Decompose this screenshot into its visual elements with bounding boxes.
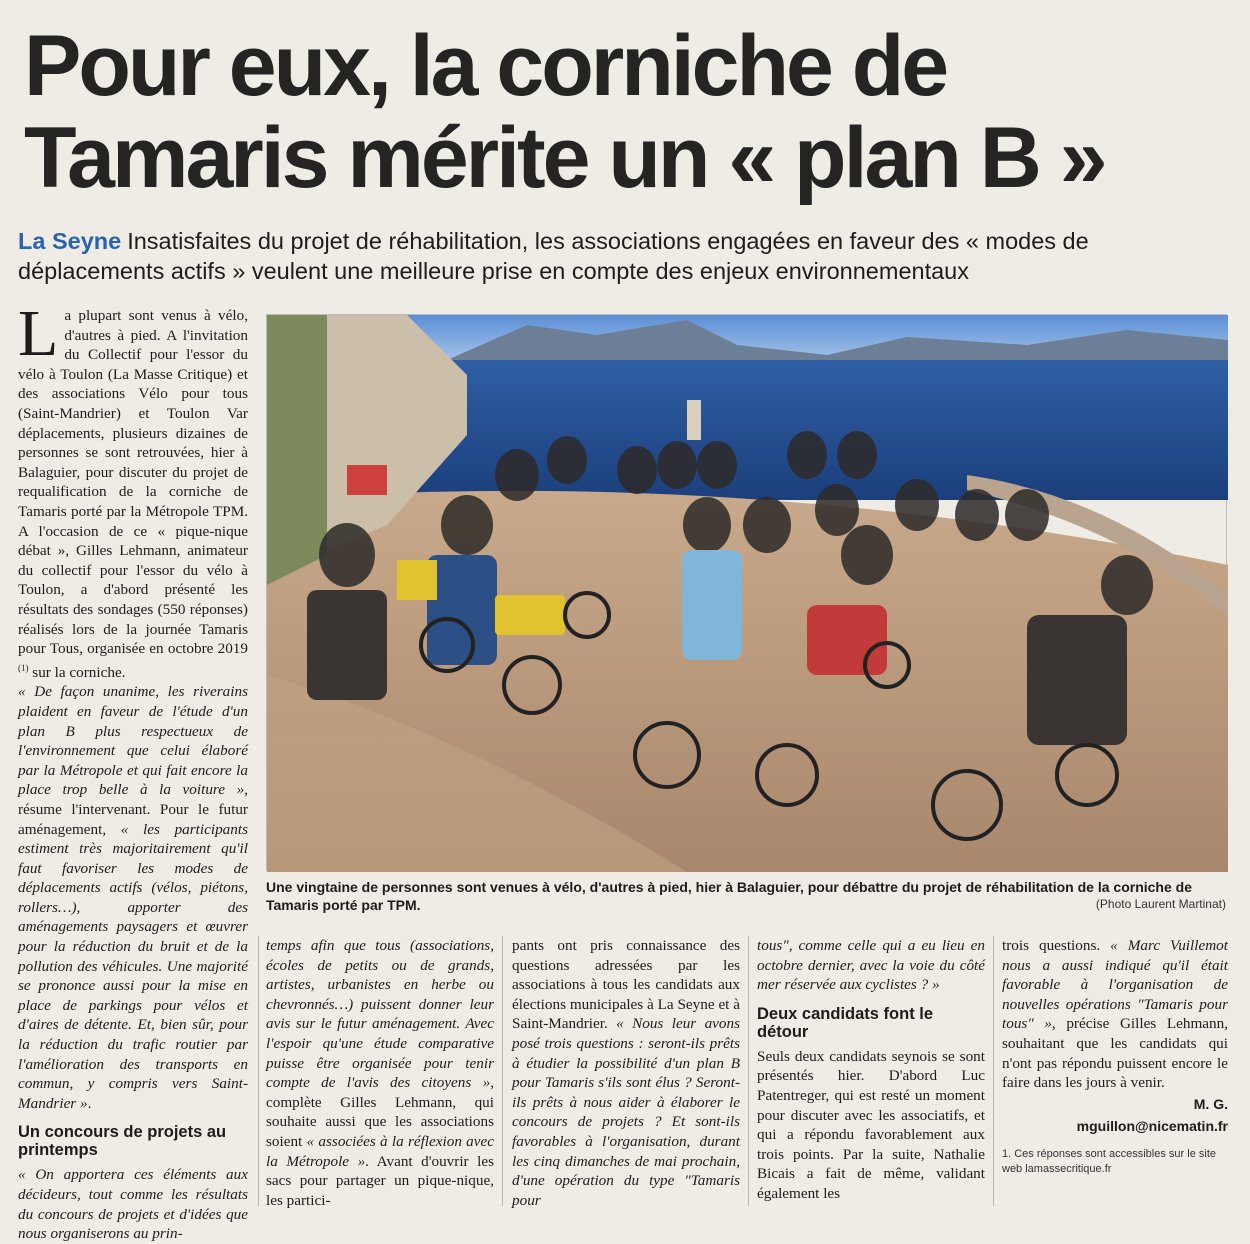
group-photo-illustration — [267, 315, 1228, 872]
column-divider — [258, 936, 259, 1206]
group-photo — [266, 314, 1227, 871]
footnote-reference: (1) — [18, 662, 29, 673]
column-1-paragraph-2: « De façon unanime, les riverains plaident en faveur de l'étude d'un plan B plus respectueux de l'environnement que celui élaboré par la Métropole et qui fait encore la place trop belle à la voiture », résume l'intervenant. Pour le futur aménagement, « les participants estiment très majoritairement qu'il faut favoriser les modes de déplacements actifs (vélos, piétons, rollers…), apporter des aménagements paysagers et œuvrer pour la réduction du bruit et de la pollution des véhicules. Une majorité se prononce aussi pour la mise en place de parkings pour vélos et d'aires de détente. Et, bien sûr, pour la réduction du trafic routier par l'amélioration des transports en commun, y compris vers Saint-Mandrier ». — [18, 683, 248, 1112]
author-initials: M. G. — [1193, 1095, 1228, 1112]
column-1-paragraph-1: La plupart sont venus à vélo, d'autres à pied. A l'invitation du Collectif pour l'essor du vélo à Toulon (La Masse Critique) et des associations Vélo pour tous (Saint-Mandrier) et Toulon Var déplacements, plusieurs dizaines de personnes se sont retrouvées, hier à Balaguier, pour discuter du projet de requalification de la corniche de Tamaris porté par la Métropole TPM. A l'occasion de ce « pique-nique débat », Gilles Lehmann, animateur du collectif pour l'essor du vélo à Toulon, a d'abord présenté les résultats des sondages (550 réponses) réalisés lors de la journée Tamaris pour Tous, organisée en octobre 2019 $^{(1)}$ sur la corniche. — [18, 297, 248, 681]
article-column-1 — [18, 297, 248, 1243]
column-divider — [748, 936, 749, 1206]
headline-line-1: Pour eux, la corniche de — [24, 18, 947, 114]
footnote: 1. Ces réponses sont accessibles sur le site web lamassecritique.fr — [1002, 1147, 1216, 1175]
author-email: mguillon@nicematin.fr — [1076, 1117, 1228, 1134]
deck-location: La Seyne — [18, 228, 122, 254]
column-divider — [993, 936, 994, 1206]
photo-caption: Une vingtaine de personnes sont venues à vélo, d'autres à pied, hier à Balaguier, pour débattre du projet de réhabilitation de la corniche de Tamaris porté par TPM. — [266, 879, 1192, 913]
headline-line-2: Tamaris mérite un « plan B » — [24, 110, 1105, 206]
photo-credit: (Photo Laurent Martinat) — [1095, 897, 1226, 911]
deck — [18, 226, 1233, 286]
article-column-3: pants ont pris connaissance des questions adressées par les associations à tous les candidats aux élections municipales à La Seyne et à Saint-Mandrier. « Nous leur avons posé trois questions : seront-ils prêts à étudier la possibilité d'un plan B pour Tamaris s'ils sont élus ? Seront-ils prêts à nous aider à élaborer le concours de projets ? Et sont-ils favorables à l'organisation, durant les cinq dimanches de mai prochain, d'une opération du type "Tamaris pour — [512, 937, 741, 1209]
subhead-concours: Un concours de projets au printemps — [18, 1123, 227, 1160]
column-1-paragraph-3: « On apportera ces éléments aux décideurs, tout comme les résultats du concours de projets et d'idées que nous organiserons au prin- — [18, 1166, 248, 1243]
deck-text: Insatisfaites du projet de réhabilitation, les associations engagées en faveur des « modes de déplacements actifs » veulent une meilleure prise en compte des enjeux environnementaux — [18, 228, 1089, 284]
article-column-4: tous", comme celle qui a eu lieu en octobre dernier, avec la voie du côté mer réservée aux cyclistes ? » Deux candidats font le détour Seuls deux candidats seynois se sont présentés hier. D'abord Luc Patentreger, qui est resté un moment pour discuter avec les associatifs, et qui a répondu favorablement aux trois points. Par la suite, Nathalie Bicais a fait de même, validant également les — [757, 937, 985, 1202]
headline — [24, 20, 1234, 204]
dropcap: L — [18, 297, 59, 370]
article-column-5: trois questions. « Marc Vuillemot nous a aussi indiqué qu'il était favorable à l'organisation de nouvelles opérations "Tamaris pour tous" », précise Gilles Lehmann, souhaitant que les candidats qui n'ont pas répondu puissent encore le faire dans les jours à venir. M. G. mguillon@nicematin.fr 1. Ces réponses sont accessibles sur le site web lamassecritique.fr — [1002, 937, 1228, 1175]
column-divider — [502, 936, 503, 1206]
subhead-candidats: Deux candidats font le détour — [757, 1004, 934, 1041]
article-column-2: temps afin que tous (associations, écoles de petits ou de grands, artistes, urbanistes en herbe ou chevronnés…) puissent donner leur avis sur le futur aménagement. Avec l'espoir qu'une étude comparative puisse être organisée pour tenir compte de l'avis des citoyens », complète Gilles Lehmann, qui souhaite aussi que les associations soient « associées à la réflexion avec la Métropole ». Avant d'ouvrir les sacs pour partager un pique-nique, les partici- — [266, 937, 495, 1209]
